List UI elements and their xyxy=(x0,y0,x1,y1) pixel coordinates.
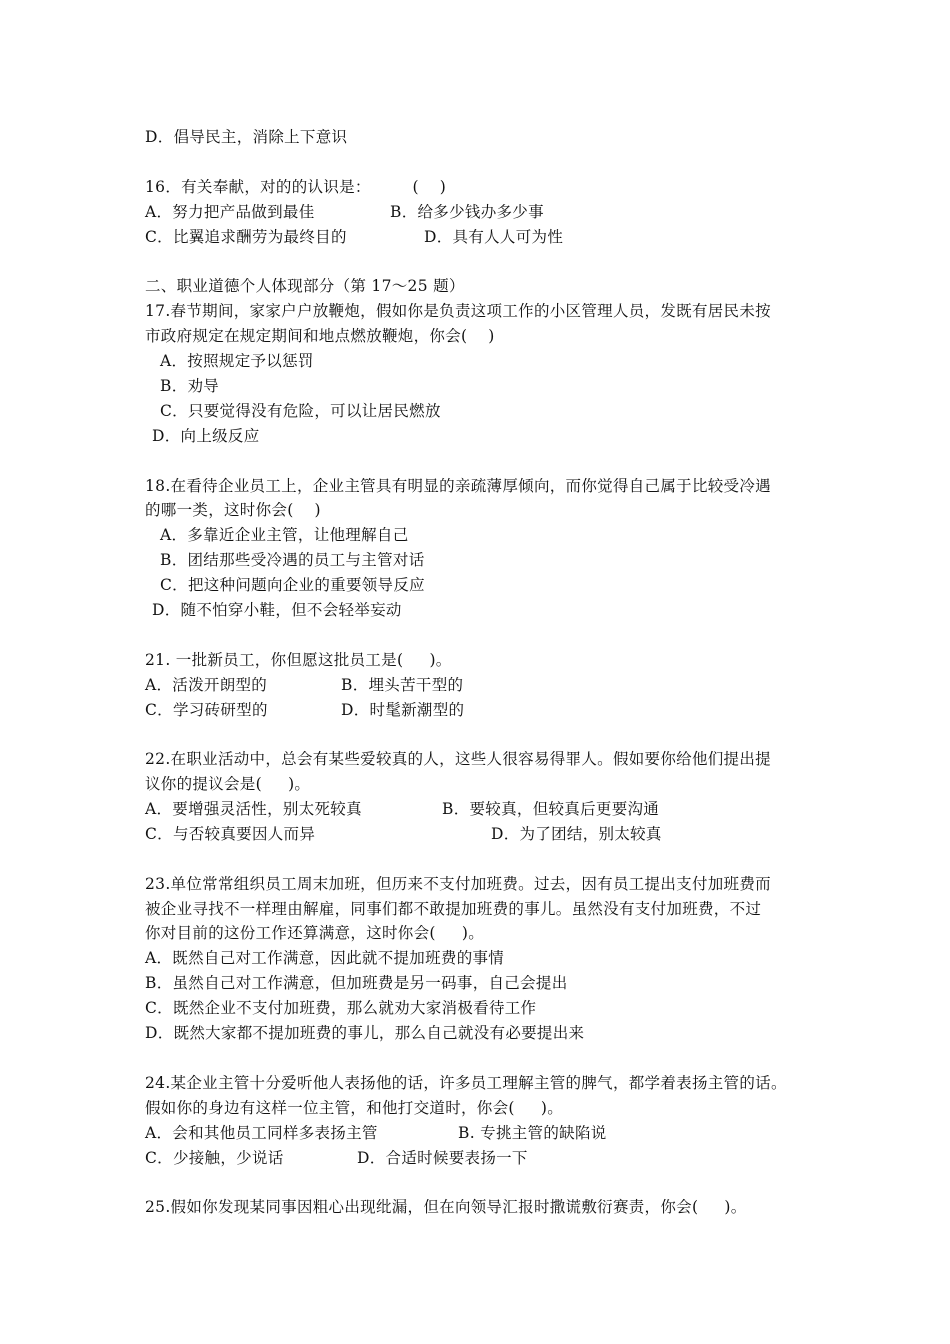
question-24-line-1: 24.某企业主管十分爱听他人表扬他的话，许多员工理解主管的脾气，都学着表扬主管的话。 xyxy=(145,1074,787,1092)
question-16: 16．有关奉献，对的的认识是： ( ) xyxy=(145,178,447,196)
option-d-q18: D．随不怕穿小鞋，但不会轻举妄动 xyxy=(152,601,402,619)
option-d-q21: D．时髦新潮型的 xyxy=(341,701,465,719)
option-b-q22: B．要较真，但较真后更要沟通 xyxy=(442,800,660,818)
question-23-line-3: 你对目前的这份工作还算满意，这时你会( )。 xyxy=(145,924,485,942)
option-a-q16: A．努力把产品做到最佳 xyxy=(145,203,315,221)
option-a-q23: A．既然自己对工作满意，因此就不提加班费的事情 xyxy=(145,949,505,967)
option-d-q23: D．既然大家都不提加班费的事儿，那么自己就没有必要提出来 xyxy=(145,1024,585,1042)
option-b-q21: B．埋头苦干型的 xyxy=(341,676,464,694)
option-a-q22: A．要增强灵活性，别太死较真 xyxy=(145,800,362,818)
option-d-q16: D．具有人人可为性 xyxy=(424,228,564,246)
question-23-line-2: 被企业寻找不一样理由解雇，同事们都不敢提加班费的事儿。虽然没有支付加班费，不过 xyxy=(145,900,762,918)
option-a-q21: A．活泼开朗型的 xyxy=(145,676,268,694)
option-b-q24: B. 专挑主管的缺陷说 xyxy=(458,1124,607,1142)
question-24-line-2: 假如你的身边有这样一位主管，和他打交道时，你会( )。 xyxy=(145,1099,564,1117)
question-22-line-2: 议你的提议会是( )。 xyxy=(145,775,311,793)
question-23-line-1: 23.单位常常组织员工周末加班，但历来不支付加班费。过去，因有员工提出支付加班费而 xyxy=(145,875,771,893)
option-b-q23: B．虽然自己对工作满意，但加班费是另一码事，自己会提出 xyxy=(145,974,568,992)
question-22-line-1: 22.在职业活动中，总会有某些爱较真的人，这些人很容易得罪人。假如要你给他们提出提 xyxy=(145,750,771,768)
option-c-q18: C．把这种问题向企业的重要领导反应 xyxy=(160,576,425,594)
section-heading: 二、职业道德个人体现部分（第 17～25 题） xyxy=(145,277,465,295)
question-17-line-1: 17.春节期间，家家户户放鞭炮，假如你是负责这项工作的小区管理人员，发既有居民未按 xyxy=(145,302,771,320)
option-d-q17: D．向上级反应 xyxy=(152,427,260,445)
option-c-q21: C．学习砖研型的 xyxy=(145,701,268,719)
option-c-q17: C．只要觉得没有危险，可以让居民燃放 xyxy=(160,402,441,420)
question-18-line-2: 的哪一类，这时你会( ) xyxy=(145,501,321,519)
option-b-q17: B．劝导 xyxy=(160,377,220,395)
option-c-q24: C．少接触，少说话 xyxy=(145,1149,284,1167)
option-c-q23: C．既然企业不支付加班费，那么就劝大家消极看待工作 xyxy=(145,999,537,1017)
option-b-q16: B．给多少钱办多少事 xyxy=(390,203,544,221)
option-c-q16: C．比翼追求酬劳为最终目的 xyxy=(145,228,347,246)
question-25: 25.假如你发现某同事因粗心出现纰漏，但在向领导汇报时撒谎敷衍赛责，你会( )。 xyxy=(145,1198,747,1216)
option-d-q22: D．为了团结，别太较真 xyxy=(491,825,662,843)
option-a-q18: A．多靠近企业主管，让他理解自己 xyxy=(160,526,409,544)
question-18-line-1: 18.在看待企业员工上，企业主管具有明显的亲疏薄厚倾向，而你觉得自己属于比较受冷遇 xyxy=(145,477,771,495)
option-a-q17: A．按照规定予以惩罚 xyxy=(160,352,314,370)
option-b-q18: B．团结那些受冷遇的员工与主管对话 xyxy=(160,551,425,569)
option-a-q24: A．会和其他员工同样多表扬主管 xyxy=(145,1124,378,1142)
option-d-q15: D．倡导民主，消除上下意识 xyxy=(145,128,348,146)
option-d-q24: D．合适时候要表扬一下 xyxy=(357,1149,528,1167)
question-21: 21. 一批新员工，你但愿这批员工是( )。 xyxy=(145,651,452,669)
question-17-line-2: 市政府规定在规定期间和地点燃放鞭炮，你会( ) xyxy=(145,327,495,345)
option-c-q22: C．与否较真要因人而异 xyxy=(145,825,316,843)
